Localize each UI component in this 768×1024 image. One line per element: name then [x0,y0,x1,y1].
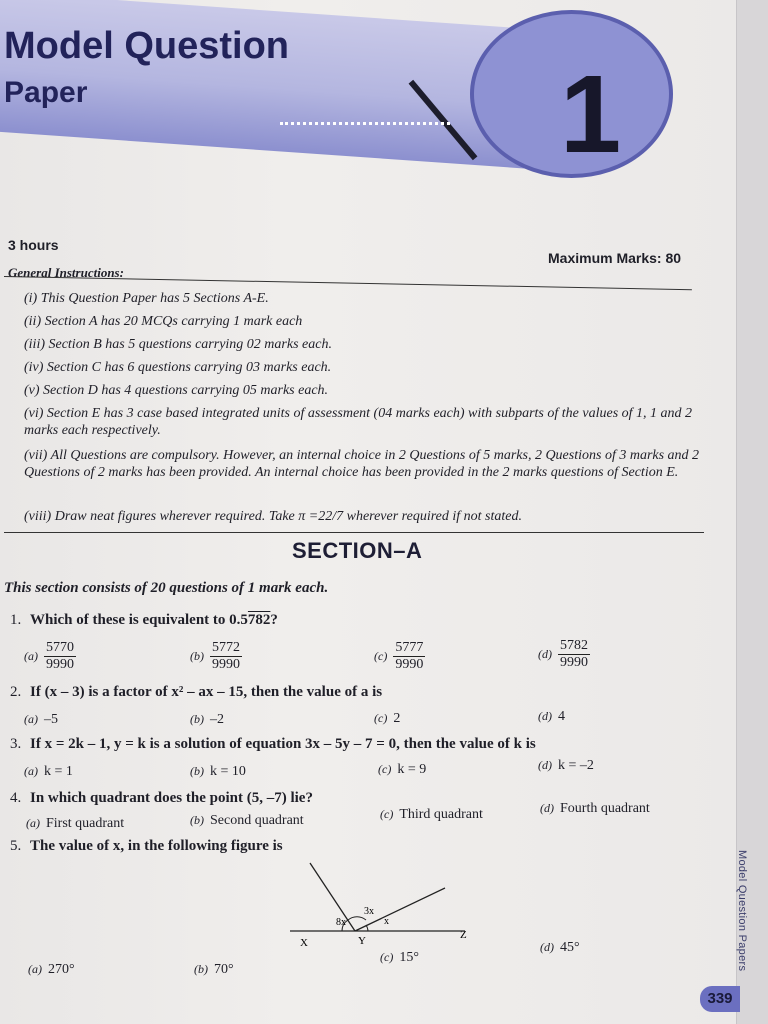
option-text: 2 [393,711,401,726]
instructions-heading: General Instructions: [8,265,124,280]
label-angle-1: 8x [336,917,346,928]
option-text: 270° [48,962,75,977]
option-label: (a) [24,712,38,726]
option-label: (c) [380,950,394,964]
option-text: –5 [44,712,58,727]
option-label: (c) [374,711,388,725]
page-title-line2: Paper [4,76,88,109]
option-text: Third quadrant [399,807,483,822]
label-angle-3: x [384,916,389,927]
option-text: k = 10 [210,764,246,779]
question-3 [10,736,536,753]
option-c[interactable] [374,711,400,727]
option-a[interactable] [24,764,73,780]
label-z: Z [460,929,467,941]
option-label: (d) [538,758,552,772]
question-number: 5. [10,838,22,854]
time-allowed: 3 hours [8,237,59,253]
fraction [44,640,76,673]
option-label: (d) [540,940,554,954]
instruction-item: (viii) Draw neat figures wherever required. Take π =22/7 wherever required if not stated. [24,509,522,524]
instruction-item: (vi) Section E has 3 case based integrated units of assessment (04 marks each) with subparts of the values of 1, 1 and 2 marks each respectively. [24,406,693,438]
option-d[interactable] [538,638,590,671]
option-text: First quadrant [46,816,125,831]
option-label: (c) [380,807,394,821]
option-text: –2 [210,712,224,727]
denominator: 9990 [560,655,588,670]
option-label: (b) [190,813,204,827]
instruction-item: (iii) Section B has 5 questions carrying 02 marks each. [24,337,332,352]
instruction-item: (v) Section D has 4 questions carrying 05 marks each. [24,383,329,398]
question-number: 4. [10,790,22,806]
option-label: (b) [190,712,204,726]
option-label: (a) [28,962,42,976]
option-text: Fourth quadrant [560,801,650,816]
question-text: Which of these is equivalent to 0.5 [30,612,248,628]
option-label: (c) [374,648,388,663]
option-c[interactable] [378,762,426,778]
question-2 [10,684,382,701]
option-text: 4 [558,709,565,724]
option-b[interactable] [190,764,246,780]
option-label: (a) [26,816,40,830]
numerator: 5772 [212,640,240,655]
instruction-item: (vii) All Questions are compulsory. However, an internal choice in 2 Questions of 5 marks, 2 Questions of 3 marks and 2 Questions of 2 marks has been provided. An internal choice has been provided in the 2 marks questions of Section E. [24,448,700,480]
option-text: 70° [214,962,234,977]
question-text: ? [270,612,278,628]
question-text: The value of x, in the following figure is [30,838,283,854]
question-text-recurring: 782 [247,612,271,628]
denominator: 9990 [212,657,240,672]
option-d[interactable] [540,940,580,956]
banner-dots [280,122,450,125]
option-label: (c) [378,762,392,776]
option-a[interactable] [24,640,76,673]
question-number: 2. [10,684,22,700]
angle-arc-2 [348,917,366,920]
option-d[interactable] [538,709,565,725]
page-title-line1: Model Question [4,25,289,67]
option-text: k = 1 [44,764,73,779]
question-text: In which quadrant does the point (5, –7) lie? [30,790,313,806]
fraction [558,638,590,671]
option-c[interactable] [380,807,483,823]
question-text: If x = 2k – 1, y = k is a solution of equation 3x – 5y – 7 = 0, then the value of k is [30,736,536,752]
paper-number: 1 [560,53,622,176]
option-d[interactable] [538,758,594,774]
numerator: 5782 [560,638,588,653]
fraction [393,640,425,673]
option-text: k = 9 [397,762,427,777]
maximum-marks: Maximum Marks: 80 [548,250,682,266]
option-b[interactable] [190,813,304,829]
option-text: Second quadrant [210,813,304,828]
option-label: (d) [540,801,554,815]
option-text: k = –2 [558,758,594,773]
numerator: 5770 [46,640,74,655]
side-label: Model Question Papers [736,850,748,972]
angle-figure [280,858,480,950]
ray-1 [310,863,355,931]
denominator: 9990 [46,657,74,672]
section-title: SECTION–A [292,538,423,563]
option-a[interactable] [26,816,124,832]
question-4 [10,790,313,807]
option-label: (b) [194,962,208,976]
page-number: 339 [700,986,740,1012]
option-text: 15° [399,950,419,965]
option-text: 45° [560,940,580,955]
option-label: (a) [24,764,38,778]
question-5 [10,838,283,855]
instruction-item: (iv) Section C has 6 questions carrying 03 marks each. [24,360,332,375]
question-text: If (x – 3) is a factor of x² – ax – 15, then the value of a is [30,684,383,700]
option-label: (b) [190,648,204,663]
option-b[interactable] [190,640,242,673]
option-label: (d) [538,709,552,723]
denominator: 9990 [395,657,424,672]
angle-arc-3 [366,925,368,931]
instruction-item: (ii) Section A has 20 MCQs carrying 1 mark each [24,314,303,329]
option-label: (d) [538,646,552,661]
instruction-item: (i) This Question Paper has 5 Sections A-E. [24,291,269,306]
numerator: 5777 [395,640,424,655]
question-1 [10,612,278,629]
option-d[interactable] [540,801,650,817]
option-b[interactable] [190,712,224,728]
option-a[interactable] [28,962,75,978]
option-b[interactable] [194,962,234,978]
question-number: 3. [10,736,22,752]
label-angle-2: 3x [364,906,374,917]
question-number: 1. [10,612,22,628]
option-c[interactable] [380,950,419,966]
label-x: X [300,937,308,949]
option-c[interactable] [374,640,425,673]
option-label: (a) [24,648,38,663]
option-a[interactable] [24,712,58,728]
divider [4,532,704,533]
section-description: This section consists of 20 questions of 1 mark each. [4,580,329,596]
option-label: (b) [190,764,204,778]
header-banner [0,0,736,200]
label-y: Y [358,935,366,947]
fraction [210,640,242,673]
